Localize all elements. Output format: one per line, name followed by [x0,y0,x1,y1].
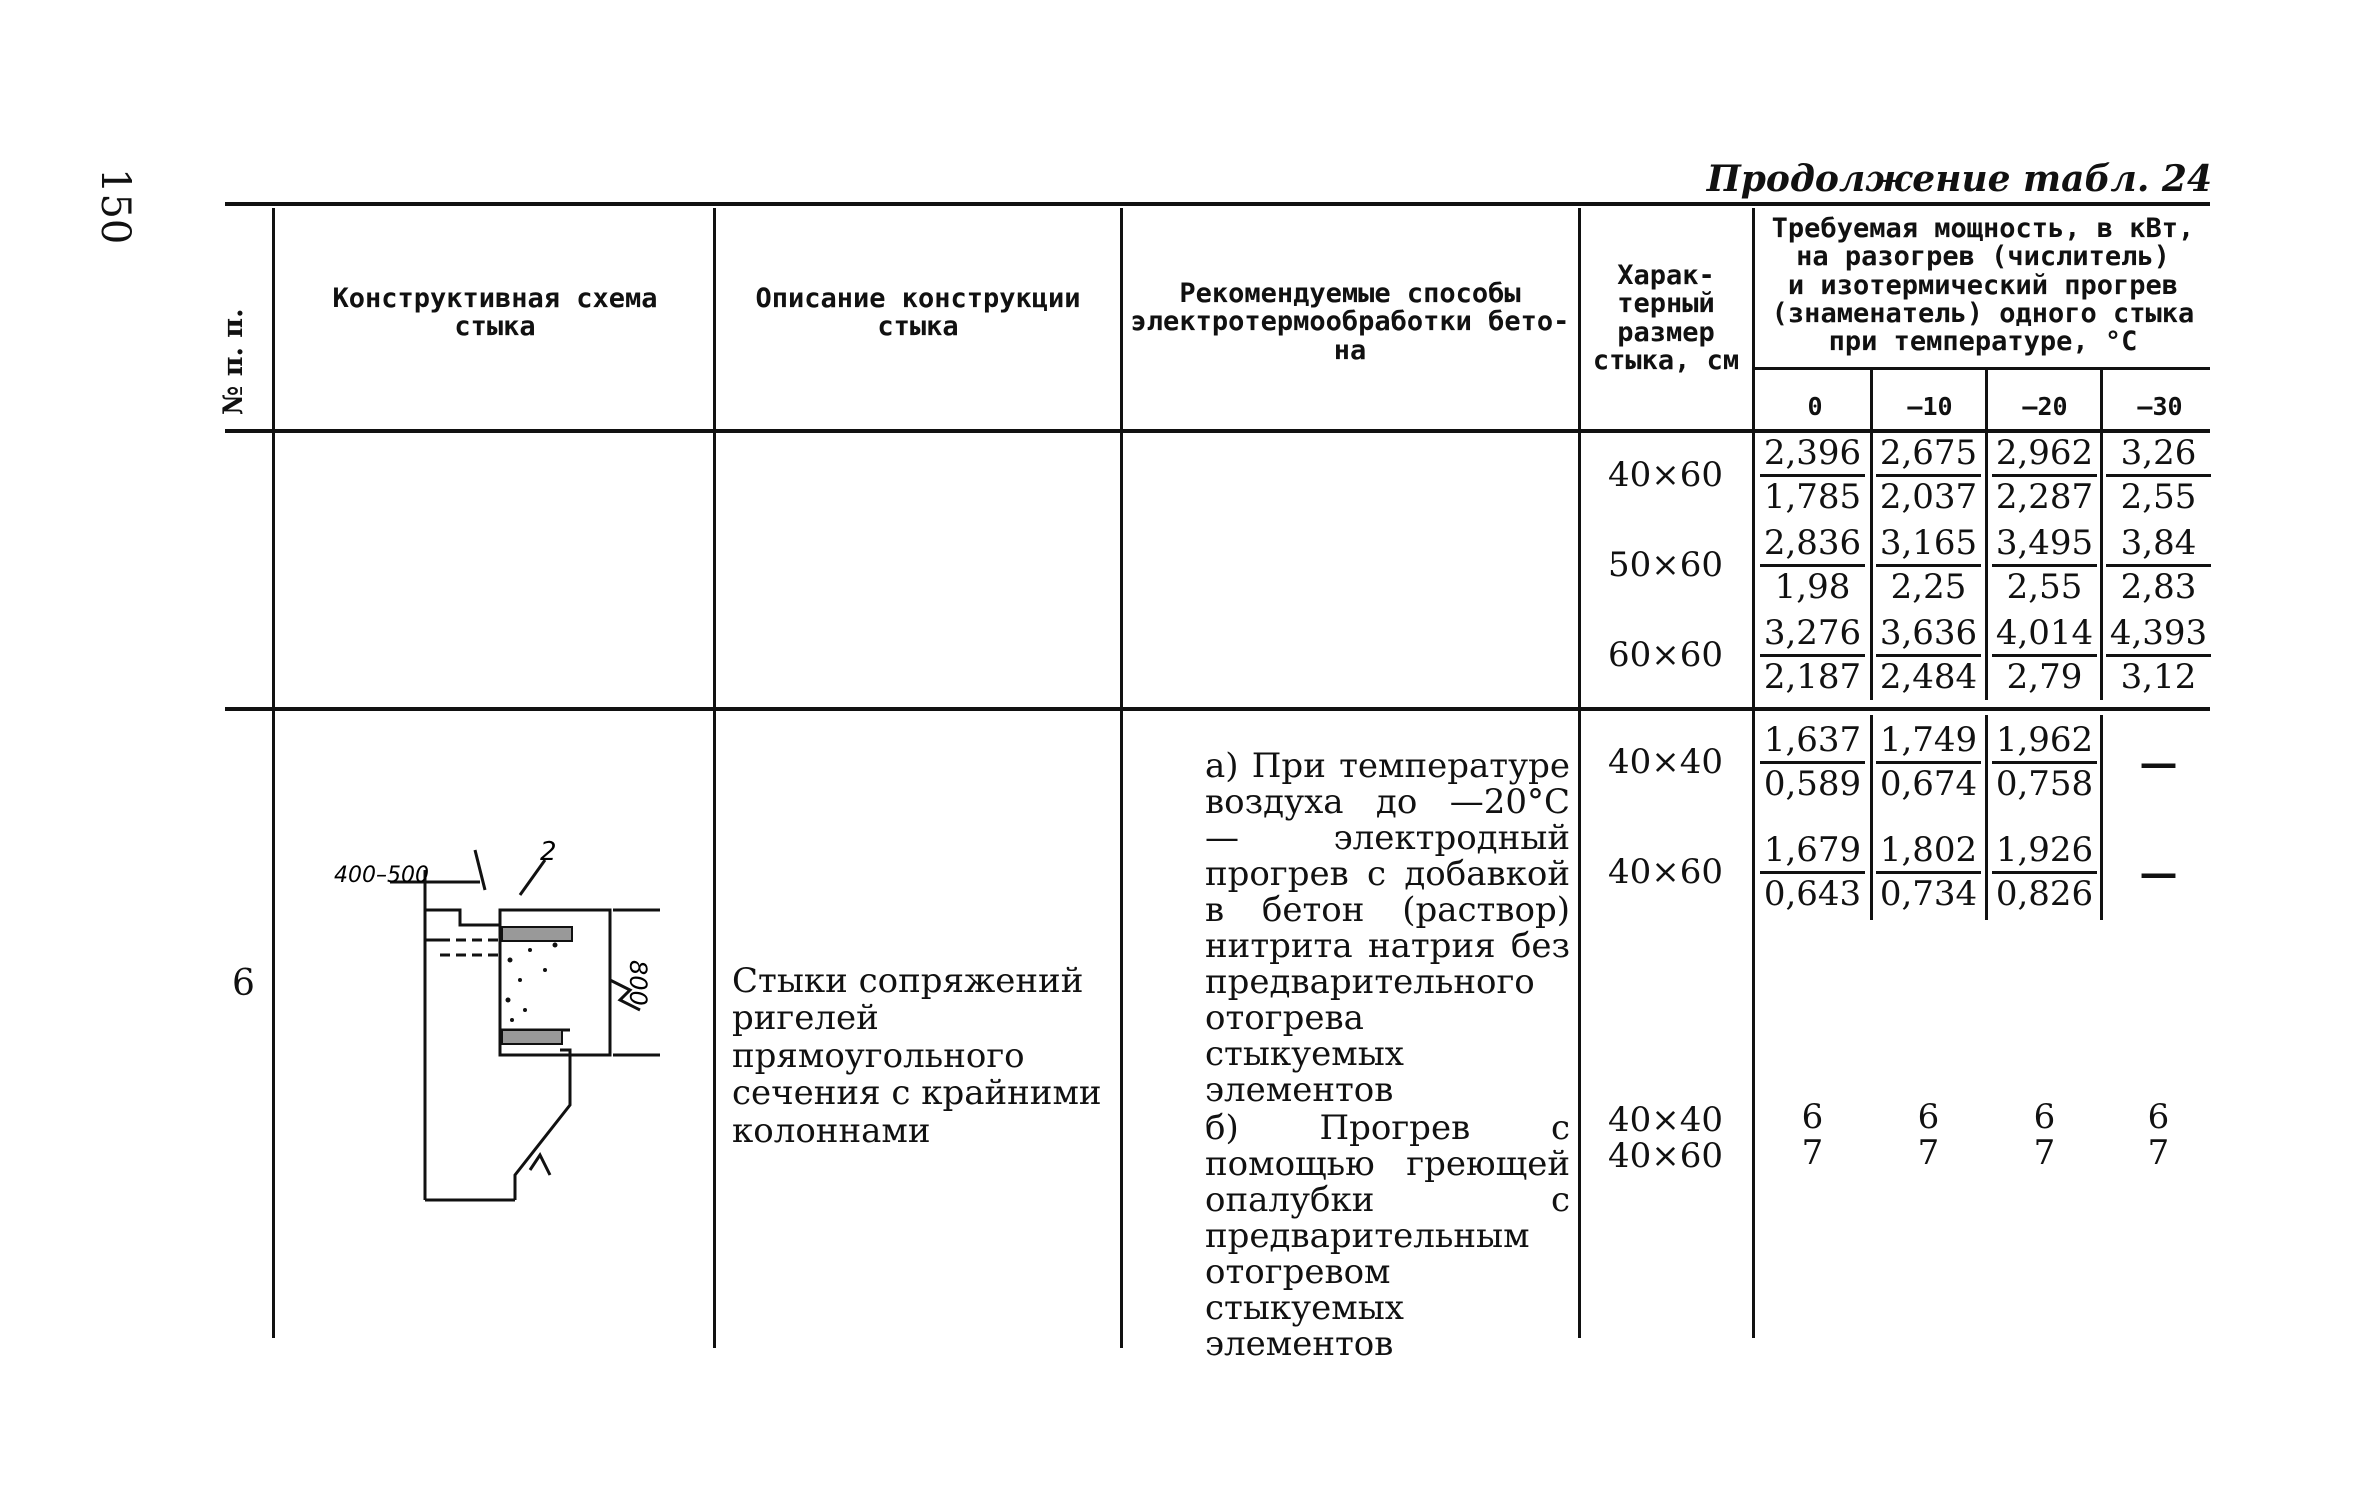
power-fraction: $\frac{3,495}{2,55}$ [1992,525,2097,607]
power-subheader-rule [1755,367,2210,370]
header-temp-minus20: —20 [2022,392,2068,421]
row-6-size-a2: 40×60 [1608,852,1724,892]
drawing-width-dimension: 400–500 [334,863,429,888]
col-rule-4 [1578,208,1581,1338]
header-num: № п. п. [218,308,249,415]
power-fraction: $\frac{3,84}{2,83}$ [2106,525,2211,607]
header-temp-minus30: —30 [2137,392,2183,421]
power-fraction: $\frac{2,836}{1,98}$ [1760,525,1865,607]
power-fraction: $\frac{3,165}{2,25}$ [1876,525,1981,607]
power-fraction: $\frac{2,396}{1,785}$ [1760,435,1865,517]
row-6-method-a: а) При температуре воздуха до —20°С — электродный прогрев с добавкой в бетон (раствор) нитрита натрия без предварительного отогрева стыкуемых элементов [1205,746,1570,1111]
power-fraction: $\frac{1,926}{0,826}$ [1992,832,2097,914]
power-value-b: 6 7 [1917,1097,1940,1173]
power-fraction: $\frac{4,393}{3,12}$ [2106,615,2211,697]
empty-value-dash: — [2139,740,2178,785]
power-fraction: $\frac{4,014}{2,79}$ [1992,615,2097,697]
header-size: Харак- терный размер стыка, см [1592,260,1740,377]
power-fraction: $\frac{3,636}{2,484}$ [1876,615,1981,697]
power-value-b: 6 7 [1801,1097,1824,1173]
temp-rule-5 [1985,715,1988,920]
temp-rule-1 [1870,370,1873,700]
power-fraction: $\frac{1,802}{0,734}$ [1876,832,1981,914]
col-rule-5 [1752,208,1755,1338]
page-number: 150 [92,168,138,245]
joint-scheme-drawing [330,830,660,1210]
power-value-b: 6 7 [2033,1097,2056,1173]
continued-size-3: 60×60 [1608,635,1724,675]
row-6-method-b: б) Прогрев с помощью греющей опалубки с предварительным отогревом стыкуемых элементов [1205,1108,1570,1365]
row-6-number: 6 [232,963,255,1004]
continued-size-2: 50×60 [1608,545,1724,585]
power-fraction: $\frac{1,679}{0,643}$ [1760,832,1865,914]
header-methods: Рекомендуемые способы электротермообработки бето- на [1130,278,1570,366]
temp-rule-6 [2100,715,2103,920]
drawing-callout-number: 2 [540,837,557,867]
col-rule-1 [272,208,275,1338]
power-value-b: 6 7 [2147,1097,2170,1173]
temp-rule-4 [1870,715,1873,920]
col-rule-2 [713,208,716,1348]
continued-size-1: 40×60 [1608,455,1724,495]
header-description: Описание конструкции стыка [755,283,1081,343]
power-fraction: $\frac{3,26}{2,55}$ [2106,435,2211,517]
empty-value-dash: — [2139,850,2178,895]
drawing-height-dimension: 800 [624,960,652,1006]
header-scheme: Конструктивная схема стыка [332,283,658,343]
power-fraction: $\frac{3,276}{2,187}$ [1760,615,1865,697]
temp-rule-3 [2100,370,2103,700]
power-fraction: $\frac{1,749}{0,674}$ [1876,722,1981,804]
table-top-rule [225,202,2210,206]
row-6-size-b2: 40×60 [1608,1136,1724,1176]
power-fraction: $\frac{2,962}{2,287}$ [1992,435,2097,517]
header-temp-0: 0 [1807,392,1823,421]
row-6-description: Стыки сопряжений ригелей прямоугольного сечения с крайними колоннами [732,961,1102,1151]
col-rule-3 [1120,208,1123,1348]
temp-rule-2 [1985,370,1988,700]
row-6-size-b1: 40×40 [1608,1100,1724,1140]
power-fraction: $\frac{1,962}{0,758}$ [1992,722,2097,804]
header-temp-minus10: —10 [1907,392,1953,421]
header-power: Требуемая мощность, в кВт, на разогрев (числитель) и изотермический прогрев (знаменатель) одного стыка при температуре, °С [1771,213,2195,358]
table-continuation-caption: Продолжение табл. 24 [1706,158,2212,200]
section-divider-rule [225,707,2210,711]
power-fraction: $\frac{1,637}{0,589}$ [1760,722,1865,804]
row-6-size-a1: 40×40 [1608,742,1724,782]
power-fraction: $\frac{2,675}{2,037}$ [1876,435,1981,517]
